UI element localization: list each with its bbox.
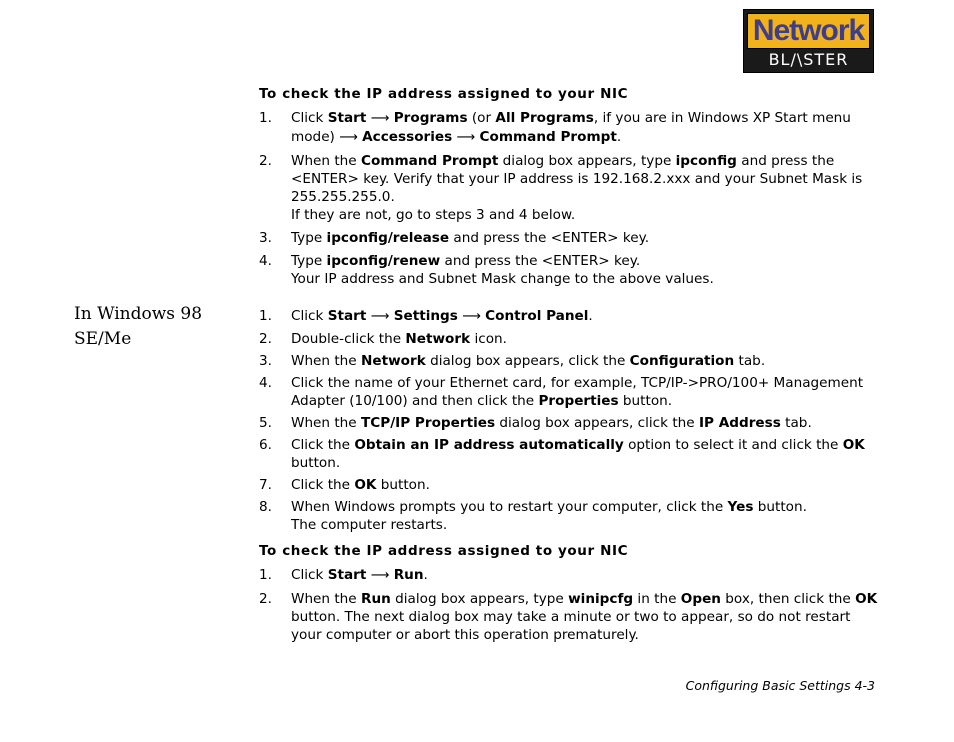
bold-term: Configuration <box>629 353 735 369</box>
instruction-list-2 <box>259 307 879 538</box>
bold-term: Start <box>327 308 367 324</box>
bold-term: OK <box>855 591 878 607</box>
item-text: Click the name of your Ethernet card, for example, TCP/IP->PRO/100+ Management Adapter (10/100) and then click the Properties button. <box>291 375 864 409</box>
list-item <box>259 252 879 288</box>
bold-term: winipcfg <box>568 591 634 607</box>
list-item <box>259 436 879 472</box>
arrow-icon: ⟶ <box>462 309 481 324</box>
item-text: When the Network dialog box appears, click the Configuration tab. <box>291 353 766 369</box>
bold-term: Open <box>680 591 721 607</box>
item-number: 2. <box>259 153 272 169</box>
bold-term: OK <box>842 437 865 453</box>
bold-term: Network <box>361 353 426 369</box>
bold-term: Control Panel <box>485 308 589 324</box>
bold-term: Network <box>405 331 471 347</box>
bold-term: IP Address <box>698 415 781 431</box>
bold-term: ipconfig/renew <box>326 253 441 269</box>
item-text: Click Start ⟶ Programs (or All Programs, if you are in Windows XP Start menu mode) ⟶ Accessories ⟶ Command Prompt. <box>291 110 851 145</box>
item-number: 3. <box>259 353 272 369</box>
section-heading-2: To check the IP address assigned to your NIC <box>259 543 629 559</box>
item-text: When the TCP/IP Properties dialog box appears, click the IP Address tab. <box>291 415 812 431</box>
item-number: 4. <box>259 253 272 269</box>
page-footer: Configuring Basic Settings 4-3 <box>685 678 875 693</box>
item-text: When the Command Prompt dialog box appears, type ipconfig and press the <ENTER> key. Verify that your IP address is 192.168.2.xxx and your Subnet Mask is 255.255.255.0. If they are not, go to steps 3 and 4 below. <box>291 153 863 223</box>
item-text: Click the OK button. <box>291 477 430 493</box>
arrow-icon: ⟶ <box>370 568 390 583</box>
item-number: 2. <box>259 331 272 347</box>
item-text: Click Start ⟶ Settings ⟶ Control Panel. <box>291 308 593 324</box>
item-text: Double-click the Network icon. <box>291 331 507 347</box>
item-text: Click the Obtain an IP address automatically option to select it and click the OK button. <box>291 437 865 471</box>
bold-term: Obtain an IP address automatically <box>354 437 624 453</box>
logo-top-text: Network <box>747 13 870 49</box>
list-item <box>259 590 879 644</box>
list-item <box>259 374 879 410</box>
item-text: Click Start ⟶ Run. <box>291 567 428 583</box>
network-blaster-logo <box>743 9 874 73</box>
bold-term: Command Prompt <box>479 129 617 145</box>
logo-bottom-text: BL/\STER <box>768 50 849 69</box>
list-item <box>259 498 879 534</box>
arrow-icon: ⟶ <box>339 130 358 145</box>
item-number: 1. <box>259 308 272 324</box>
list-item <box>259 152 879 224</box>
bold-term: Programs <box>393 110 468 126</box>
item-number: 3. <box>259 230 272 246</box>
bold-term: All Programs <box>495 110 594 126</box>
list-item <box>259 109 879 147</box>
bold-term: Run <box>361 591 391 607</box>
sidebar-label: In Windows 98 SE/Me <box>74 304 203 349</box>
item-number: 7. <box>259 477 272 493</box>
list-item <box>259 476 879 494</box>
list-item <box>259 566 879 585</box>
item-number: 6. <box>259 437 272 453</box>
bold-term: Properties <box>538 393 619 409</box>
list-item <box>259 352 879 370</box>
bold-term: OK <box>354 477 377 493</box>
item-number: 2. <box>259 591 272 607</box>
item-text: Type ipconfig/renew and press the <ENTER> key. Your IP address and Subnet Mask change to the above values. <box>291 253 714 287</box>
bold-term: TCP/IP Properties <box>361 415 496 431</box>
bold-term: ipconfig <box>675 153 737 169</box>
item-text: When Windows prompts you to restart your computer, click the Yes button. The computer restarts. <box>291 499 807 533</box>
bold-term: Command Prompt <box>361 153 499 169</box>
list-item <box>259 414 879 432</box>
item-text: Type ipconfig/release and press the <ENTER> key. <box>291 230 650 246</box>
item-number: 5. <box>259 415 272 431</box>
item-number: 1. <box>259 110 272 126</box>
list-item <box>259 330 879 348</box>
item-text: When the Run dialog box appears, type winipcfg in the Open box, then click the OK button. The next dialog box may take a minute or two to appear, so do not restart your computer or abort this operation prematurely. <box>291 591 878 643</box>
bold-term: Run <box>393 567 424 583</box>
bold-term: Settings <box>393 308 458 324</box>
bold-term: Start <box>327 567 367 583</box>
list-item <box>259 229 879 247</box>
item-number: 1. <box>259 567 272 583</box>
arrow-icon: ⟶ <box>370 309 390 324</box>
bold-term: Start <box>327 110 367 126</box>
instruction-list-3 <box>259 566 879 649</box>
section-heading-1: To check the IP address assigned to your NIC <box>259 86 629 102</box>
item-number: 4. <box>259 375 272 391</box>
arrow-icon: ⟶ <box>370 111 390 126</box>
bold-term: Accessories <box>362 129 453 145</box>
item-number: 8. <box>259 499 272 515</box>
instruction-list-1 <box>259 109 879 293</box>
list-item <box>259 307 879 326</box>
arrow-icon: ⟶ <box>456 130 476 145</box>
bold-term: ipconfig/release <box>326 230 450 246</box>
bold-term: Yes <box>727 499 754 515</box>
